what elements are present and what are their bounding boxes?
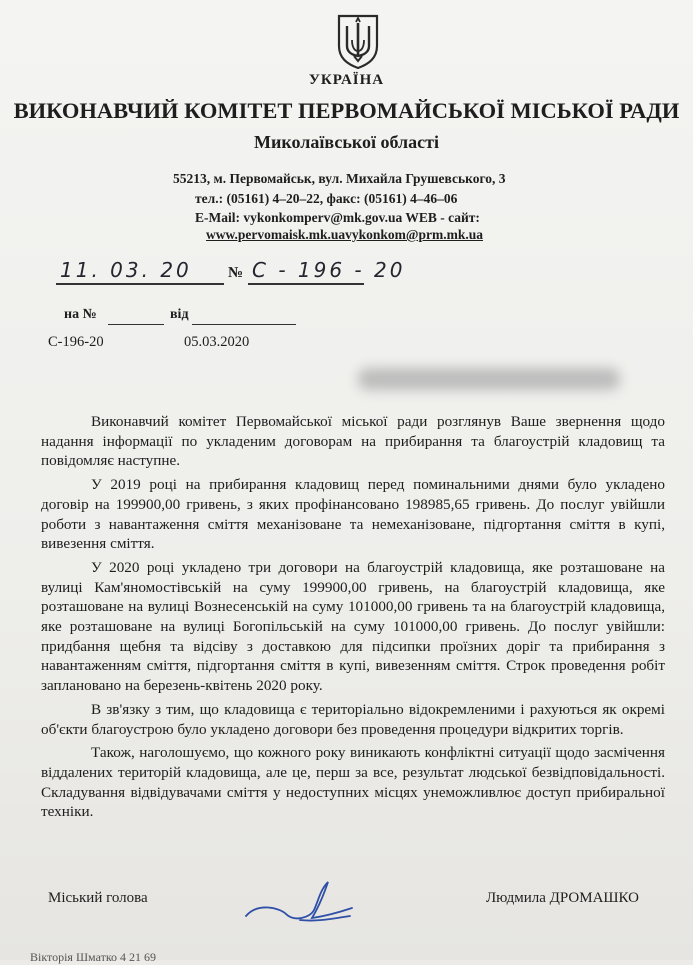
paragraph: Також, наголошуємо, що кожного року виникають конфліктні ситуації щодо засмічення віддалених територій кладовища, але це, перш за все, результат людської безвідповідальності. Складування відвідувачами сміття у недоступних місцях унеможливлює доступ прибиральної техніки. bbox=[41, 744, 665, 821]
paragraph: Виконавчий комітет Первомайської міської ради розглянув Ваше звернення щодо надання інформації по укладеним договорам на прибирання та благоустрій кладовищ та повідомляє наступне. bbox=[41, 413, 665, 470]
date-underline bbox=[56, 283, 224, 285]
organization-name: ВИКОНАВЧИЙ КОМІТЕТ ПЕРВОМАЙСЬКОЇ МІСЬКОЇ РАДИ bbox=[13, 98, 680, 123]
signatory-name: Людмила ДРОМАШКО bbox=[486, 890, 640, 906]
letter-body bbox=[41, 412, 665, 822]
executor-footer: Вікторія Шматко 4 21 69 bbox=[30, 950, 157, 964]
reply-number-label: на № bbox=[64, 307, 97, 322]
reference-number: С-196-20 bbox=[48, 334, 104, 350]
address-line: 55213, м. Первомайськ, вул. Михайла Грушевського, 3 bbox=[173, 171, 506, 186]
redacted-recipient bbox=[358, 368, 620, 390]
reference-date: 05.03.2020 bbox=[184, 334, 250, 350]
reply-number-blank bbox=[108, 324, 164, 325]
handwritten-number: С - 196 - 20 bbox=[252, 258, 406, 282]
number-underline bbox=[248, 283, 364, 285]
handwritten-date: 11. 03. 20 bbox=[60, 258, 192, 282]
phone-line: тел.: (05161) 4–20–22, факс: (05161) 4–46–06 bbox=[195, 191, 458, 206]
reply-date-blank bbox=[192, 324, 296, 325]
trident-coat-of-arms-icon bbox=[327, 10, 389, 72]
signatory-position: Міський голова bbox=[48, 890, 148, 906]
handwritten-signature bbox=[240, 872, 370, 932]
region-name: Миколаївської області bbox=[254, 132, 439, 152]
paragraph: В зв'язку з тим, що кладовища є територіально відокремленими і рахуються як окремі об'єкти благоустрою було укладено договори без проведення процедури відкритих торгів. bbox=[41, 700, 665, 738]
web-line: www.pervomaisk.mk.uavykonkom@prm.mk.ua bbox=[206, 227, 483, 242]
paragraph: У 2020 році укладено три договори на благоустрій кладовища, яке розташоване на вулиці Кам'яномостівській на суму 199900,00 гривень, на благоустрій кладовища, яке розташоване на вулиці Вознесенській на суму 101000,00 гривень та на благоустрій кладовища, яке розташоване на вулиці Богопільській на суму 101000,00 гривень. До послуг увійшли: придбання щебня та відсіву з доставкою для підсипки проїзних доріг та прибирання з навантаженням сміття, підгортання сміття в купі, вивезенням сміття. Строк проведення робіт заплановано на березень-квітень 2020 року. bbox=[41, 558, 665, 695]
paragraph: У 2019 році на прибирання кладовищ перед поминальними днями було укладено договір на 199900,00 гривень, з яких профінансовано 198985,65 гривень. До послуг увійшли роботи з навантаження сміття механізоване та немеханізоване, підгортання сміття в купі, вивезення сміття. bbox=[41, 476, 665, 553]
number-sign: № bbox=[228, 265, 244, 281]
country-name: УКРАЇНА bbox=[308, 72, 385, 88]
reply-date-label: від bbox=[170, 307, 189, 322]
email-line: E-Mail: vykonkomperv@mk.gov.ua WEB - сайт: bbox=[195, 210, 480, 225]
